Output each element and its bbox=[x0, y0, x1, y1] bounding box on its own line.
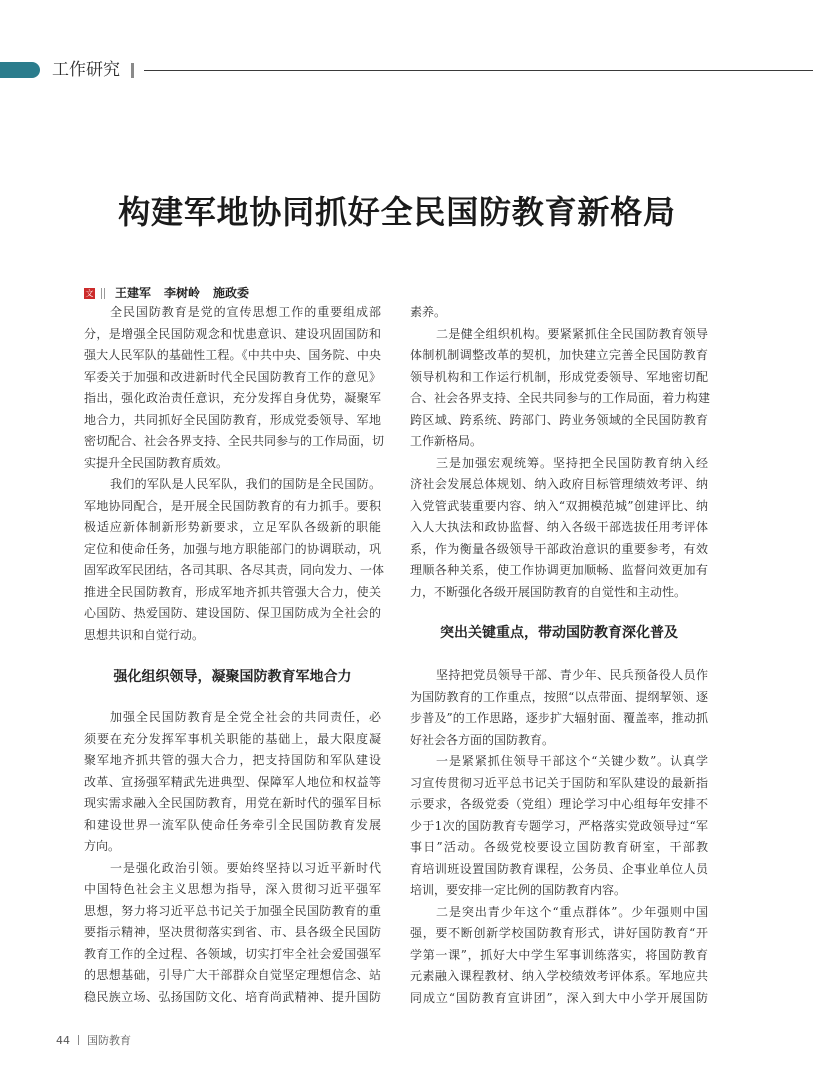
paragraph bbox=[410, 902, 708, 1010]
right-column-section bbox=[410, 665, 708, 1009]
text-line: 少于1次的国防教育专题学习，严格落实党政领导过“军 bbox=[410, 818, 708, 833]
text-line: 好社会各方面的国防教育。 bbox=[410, 732, 555, 747]
text-line: 步普及”的工作思路，逐步扩大辐射面、覆盖率，推动抓 bbox=[410, 711, 708, 726]
text-line: 分，是增强全民国防观念和忧患意识、建设巩固国防和 bbox=[84, 326, 381, 341]
text-line: 思想共识和自觉行动。 bbox=[84, 627, 205, 642]
section-heading: 强化组织领导，凝聚国防教育军地合力 bbox=[113, 669, 352, 686]
text-line: 三是加强宏观统筹。坚持把全民国防教育纳入经 bbox=[436, 455, 708, 470]
text-line: 定位和使命任务，加强与地方职能部门的协调联动，巩 bbox=[84, 541, 381, 556]
text-line: 教育工作的全过程、各领域，切实打牢全社会爱国强军 bbox=[84, 946, 381, 961]
text-line: 地合力，共同抓好全民国防教育，形成党委领导、军地 bbox=[84, 412, 381, 427]
text-line: 的思想基础，引导广大干部群众自觉坚定理想信念、站 bbox=[84, 968, 381, 983]
publication-name: 国防教育 bbox=[87, 1034, 131, 1047]
text-line: 强，要不断创新学校国防教育形式，讲好国防教育“开 bbox=[410, 926, 708, 941]
text-line: 加强全民国防教育是全党全社会的共同责任，必 bbox=[110, 710, 381, 725]
paragraph bbox=[410, 665, 708, 751]
text-line: 工作新格局。 bbox=[410, 434, 483, 449]
author-name: 王建军 bbox=[115, 286, 152, 300]
text-line: 强大人民军队的基础性工程。《中共中央、国务院、中央 bbox=[84, 348, 381, 363]
left-column-section bbox=[84, 707, 381, 1008]
left-column-intro bbox=[84, 302, 385, 646]
text-line: 稳民族立场、弘扬国防文化、培育尚武精神、提升国防 bbox=[84, 989, 381, 1004]
text-line: 习宣传贯彻习近平总书记关于国防和军队建设的最新指 bbox=[410, 775, 708, 790]
article-title: 构建军地协同抓好全民国防教育新格局 bbox=[118, 193, 676, 231]
author-name: 施政委 bbox=[213, 286, 250, 300]
text-line: 培训，要安排一定比例的国防教育内容。 bbox=[410, 883, 627, 898]
text-line: 跨区域、跨系统、跨部门、跨业务领域的全民国防教育 bbox=[410, 412, 708, 427]
paragraph bbox=[410, 751, 708, 902]
text-line: 聚军地齐抓共管的强大合力，把支持国防和军队建设 bbox=[84, 753, 381, 768]
text-line: 同成立“国防教育宣讲团”，深入到大中小学开展国防 bbox=[410, 990, 708, 1005]
byline-divider bbox=[101, 288, 105, 299]
text-line: 素养。 bbox=[410, 305, 447, 320]
text-line: 极适应新体制新形势新要求，立足军队各级新的职能 bbox=[84, 520, 381, 535]
text-line: 坚持把党员领导干部、青少年、民兵预备役人员作 bbox=[436, 668, 708, 683]
header-rule bbox=[144, 70, 813, 71]
text-line: 体制机制调整改革的契机，加快建立完善全民国防教育 bbox=[410, 348, 708, 363]
text-line: 军地协同配合，是开展全民国防教育的有力抓手。要积 bbox=[84, 498, 381, 513]
paragraph bbox=[410, 453, 708, 604]
footer-divider bbox=[78, 1035, 79, 1045]
text-line: 推进全民国防教育，形成军地齐抓共管强大合力，使关 bbox=[84, 584, 381, 599]
paragraph bbox=[84, 858, 381, 1009]
text-line: 力，不断强化各级开展国防教育的自觉性和主动性。 bbox=[410, 584, 687, 599]
paragraph bbox=[410, 324, 711, 453]
text-line: 二是健全组织机构。要紧紧抓住全民国防教育领导 bbox=[436, 326, 708, 341]
text-line: 为国防教育的工作重点，按照“以点带面、提纲挈领、逐 bbox=[410, 689, 708, 704]
paragraph bbox=[84, 707, 381, 858]
footer bbox=[56, 1032, 131, 1048]
text-line: 我们的军队是人民军队，我们的国防是全民国防。 bbox=[110, 477, 381, 492]
text-line: 全民国防教育是党的宣传思想工作的重要组成部 bbox=[110, 305, 381, 320]
header-accent-pill bbox=[0, 62, 40, 78]
text-line: 理顺各种关系，使工作协调更加顺畅、监督问效更加有 bbox=[410, 563, 708, 578]
author-name: 李树岭 bbox=[164, 286, 201, 300]
text-line: 和建设世界一流军队使命任务牵引全民国防教育发展 bbox=[84, 817, 381, 832]
text-line: 学第一课”，抓好大中学生军事训练落实，将国防教育 bbox=[410, 947, 708, 962]
text-line: 示要求，各级党委（党组）理论学习中心组每年安排不 bbox=[410, 797, 708, 812]
text-line: 中国特色社会主义思想为指导，深入贯彻习近平强军 bbox=[84, 882, 381, 897]
text-line: 育培训班设置国防教育课程，公务员、企事业单位人员 bbox=[410, 861, 708, 876]
text-line: 入人大执法和政协监督、纳入各级干部选拔任用考评体 bbox=[410, 520, 708, 535]
text-line: 领导机构和工作运行机制，形成党委领导、军地密切配 bbox=[410, 369, 708, 384]
text-line: 系，作为衡量各级领导干部政治意识的重要参考，有效 bbox=[410, 541, 708, 556]
byline-mark: 文 bbox=[85, 288, 94, 298]
text-line: 元素融入课程教材、纳入学校绩效考评体系。军地应共 bbox=[410, 969, 708, 984]
text-line: 一是强化政治引领。要始终坚持以习近平新时代 bbox=[110, 860, 381, 875]
text-line: 一是紧紧抓住领导干部这个“关键少数”。认真学 bbox=[436, 754, 708, 769]
text-line: 改革、宣扬强军精武先进典型、保障军人地位和权益等 bbox=[84, 774, 381, 789]
section-label: 工作研究 bbox=[52, 60, 120, 80]
text-line: 合、社会各界支持、全民共同参与的工作局面，着力构建 bbox=[410, 391, 711, 406]
text-line: 军委关于加强和改进新时代全民国防教育工作的意见》 bbox=[84, 369, 381, 384]
text-line: 入党管武装重要内容、纳入“双拥模范城”创建评比、纳 bbox=[410, 498, 708, 513]
text-line: 事日”活动。各级党校要设立国防教育研室，干部教 bbox=[410, 840, 708, 855]
text-line: 思想，努力将习近平总书记关于加强全民国防教育的重 bbox=[84, 903, 381, 918]
text-line: 心国防、热爱国防、建设国防、保卫国防成为全社会的 bbox=[84, 606, 381, 621]
text-line: 指出，强化政治责任意识，充分发挥自身优势，凝聚军 bbox=[84, 391, 381, 406]
right-column-continued bbox=[410, 302, 711, 603]
text-line: 实提升全民国防教育质效。 bbox=[84, 455, 229, 470]
section-heading: 突出关键重点，带动国防教育深化普及 bbox=[440, 625, 678, 642]
text-line: 固军政军民团结，各司其职、各尽其责，同向发力、一体 bbox=[84, 563, 385, 578]
byline bbox=[84, 285, 262, 301]
text-line: 密切配合、社会各界支持、全民共同参与的工作局面，切 bbox=[84, 434, 385, 449]
text-line: 须要在充分发挥军事机关职能的基础上，最大限度凝 bbox=[84, 731, 381, 746]
paragraph bbox=[410, 302, 708, 324]
paragraph bbox=[84, 474, 385, 646]
text-line: 二是突出青少年这个“重点群体”。少年强则中国 bbox=[436, 904, 708, 919]
paragraph bbox=[84, 302, 385, 474]
section-label-divider bbox=[131, 63, 134, 78]
text-line: 现实需求融入全民国防教育，用党在新时代的强军目标 bbox=[84, 796, 381, 811]
text-line: 方向。 bbox=[84, 839, 121, 854]
text-line: 济社会发展总体规划、纳入政府目标管理绩效考评、纳 bbox=[410, 477, 708, 492]
page-number: 44 bbox=[56, 1033, 70, 1047]
text-line: 要指示精神，坚决贯彻落实到省、市、县各级全民国防 bbox=[84, 925, 381, 940]
